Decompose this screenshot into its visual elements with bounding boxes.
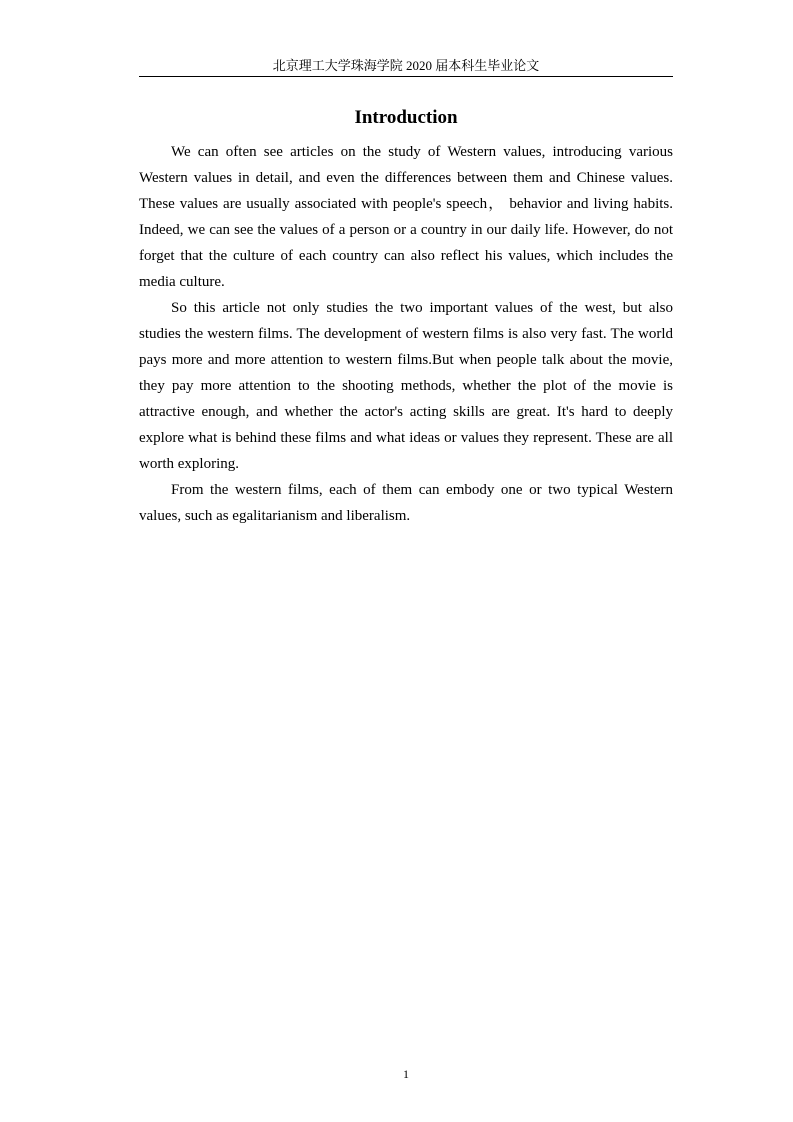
running-header: 北京理工大学珠海学院 2020 届本科生毕业论文 (272, 58, 540, 73)
paragraph: From the western films, each of them can embody one or two typical Western values, such as egalitarianism and liberalism. (139, 482, 673, 524)
header-divider (139, 76, 673, 77)
paragraph: So this article not only studies the two important values of the west, but also studies the western films. The development of western films is also very fast. The world pays more and more attention to western films.But when people talk about the movie, they pay more attention to the shooting methods, whether the plot of the movie is attractive enough, and whether the actor's acting skills are great. It's hard to deeply explore what is behind these films and what ideas or values they represent. These are all worth exploring. (139, 300, 673, 472)
paragraph: We can often see articles on the study of Western values, introducing various Western values in detail, and even the differences between them and Chinese values. These values are usually associated with people's speech， behavior and living habits. Indeed, we can see the values of a person or a country in our daily life. However, do not forget that the culture of each country can also reflect his values, which includes the media culture. (139, 144, 673, 290)
page-number: 1 (403, 1067, 409, 1081)
body-text (139, 139, 673, 529)
section-title: Introduction (354, 107, 458, 128)
